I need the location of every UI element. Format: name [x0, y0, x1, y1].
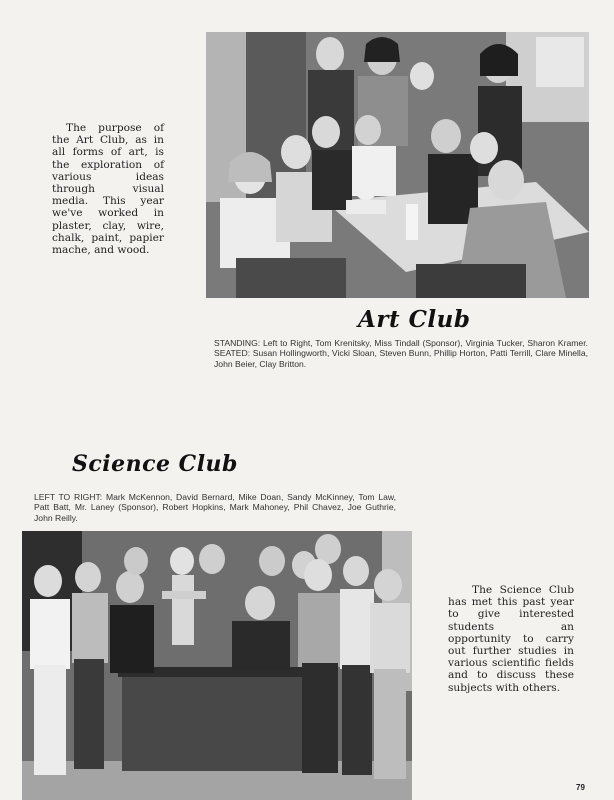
art-club-description: The purpose of the Art Club, as in all forms of art, is the exploration of various ideas through visual media. This year we've worked in plaster, clay, wire, chalk, paint, papier mache, and wood. — [52, 122, 164, 257]
science-club-description: The Science Club has met this past year to give interested students an opportunity to carry out further studies in various scientific fields and to discuss these subjects with others. — [448, 584, 574, 694]
art-club-title: Art Club — [358, 306, 471, 333]
art-club-photo-illustration — [206, 32, 589, 298]
science-club-photo — [22, 531, 412, 800]
page-number: 79 — [576, 783, 585, 792]
science-club-photo-illustration — [22, 531, 412, 800]
art-club-caption: STANDING: Left to Right, Tom Krenitsky, Miss Tindall (Sponsor), Virginia Tucker, Sharon Kramer. SEATED: Susan Hollingworth, Vicki Sloan, Steven Bunn, Phillip Horton, Patti Terrill, Clare Minella, John Beier, Clay Britton. — [214, 338, 588, 369]
science-club-caption: LEFT TO RIGHT: Mark McKennon, David Bernard, Mike Doan, Sandy McKinney, Tom Law, Patt Batt, Mr. Laney (Sponsor), Robert Hopkins, Mark Mahoney, Phil Chavez, Joe Guthrie, John Reilly. — [34, 492, 396, 523]
art-club-photo — [206, 32, 589, 298]
science-club-title: Science Club — [72, 451, 238, 477]
